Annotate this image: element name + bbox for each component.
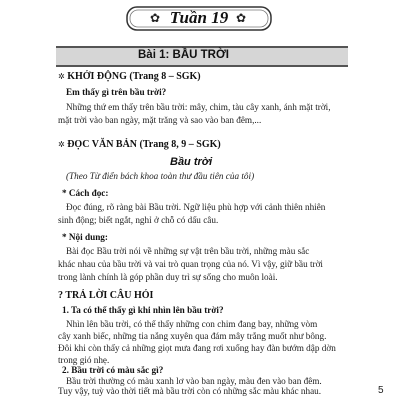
lesson-title-bar [56,46,348,67]
page-number: 5 [378,385,384,396]
warmup-answer-line-2: mặt trời vào ban ngày, mặt trăng và sao vào ban đêm,... [58,115,262,125]
reading-text-title: Bầu trời [170,156,213,168]
reading-heading: ✲ ĐỌC VĂN BẢN (Trang 8, 9 – SGK) [58,139,221,150]
reading-content-line-3: trong lành chính là góp phần duy trì sự sống cho muôn loài. [58,272,278,282]
week-title: Tuần 19 [169,8,229,27]
answer-1-line-1: Nhìn lên bầu trời, có thể thấy những con chim đang bay, những vòm [66,319,318,329]
reading-content-line-2: khác nhau của bầu trời và vai trò quan trọng của nó. Vì vậy, giữ bầu trời [58,259,323,269]
flower-icon-left: ✿ [150,11,161,25]
warmup-answer-line-1: Những thứ em thấy trên bầu trời: mây, chim, tàu cây xanh, ánh mặt trời, [66,102,331,112]
reading-method-label: * Cách đọc: [62,188,109,198]
star-icon: ✲ [58,140,65,149]
question-1: 1. Ta có thể thấy gì khi nhìn lên bầu trời? [62,305,224,315]
answer-2-line-2: Tuy vậy, tuỳ vào thời tiết mà bầu trời còn có những sắc màu khác nhau. [58,386,322,396]
answer-1-line-2: cây xanh biếc, những tia nắng xuyên qua đám mây trắng muốt như bông. [58,331,327,341]
warmup-question: Em thấy gì trên bầu trời? [66,87,167,97]
warmup-heading: ✲ KHỞI ĐỘNG (Trang 8 – SGK) [58,71,201,82]
answer-1-line-3: Đôi khi còn thấy cả những giọt mưa đang rơi xuống hay đàn bướm dập dờn [58,343,336,353]
star-icon: ✲ [58,72,65,81]
answer-1-line-4: trong gió nhẹ. [58,355,110,365]
reading-source: (Theo Từ điển bách khoa toàn thư đầu tiên của tôi) [66,171,255,181]
reading-content-label: * Nội dung: [62,232,108,242]
flower-icon-right: ✿ [236,11,247,25]
answer-2-line-1: Bầu trời thường có màu xanh lơ vào ban ngày, màu đen vào ban đêm. [66,376,322,386]
week-header [124,5,274,32]
reading-content-line-1: Bài đọc Bầu trời nói về những sự vật trên bầu trời, những màu sắc [66,246,310,256]
lesson-title: Bài 1: BẦU TRỜI [138,49,229,61]
answers-heading: ? TRẢ LỜI CÂU HỎI [58,290,154,301]
question-2: 2. Bầu trời có màu sắc gì? [62,365,164,375]
reading-method-line-1: Đọc đúng, rõ ràng bài Bầu trời. Ngữ liệu phù hợp với cảnh thiên nhiên [66,202,326,212]
reading-method-line-2: sinh động; biết ngắt, nghỉ ở chỗ có dấu câu. [58,215,219,225]
